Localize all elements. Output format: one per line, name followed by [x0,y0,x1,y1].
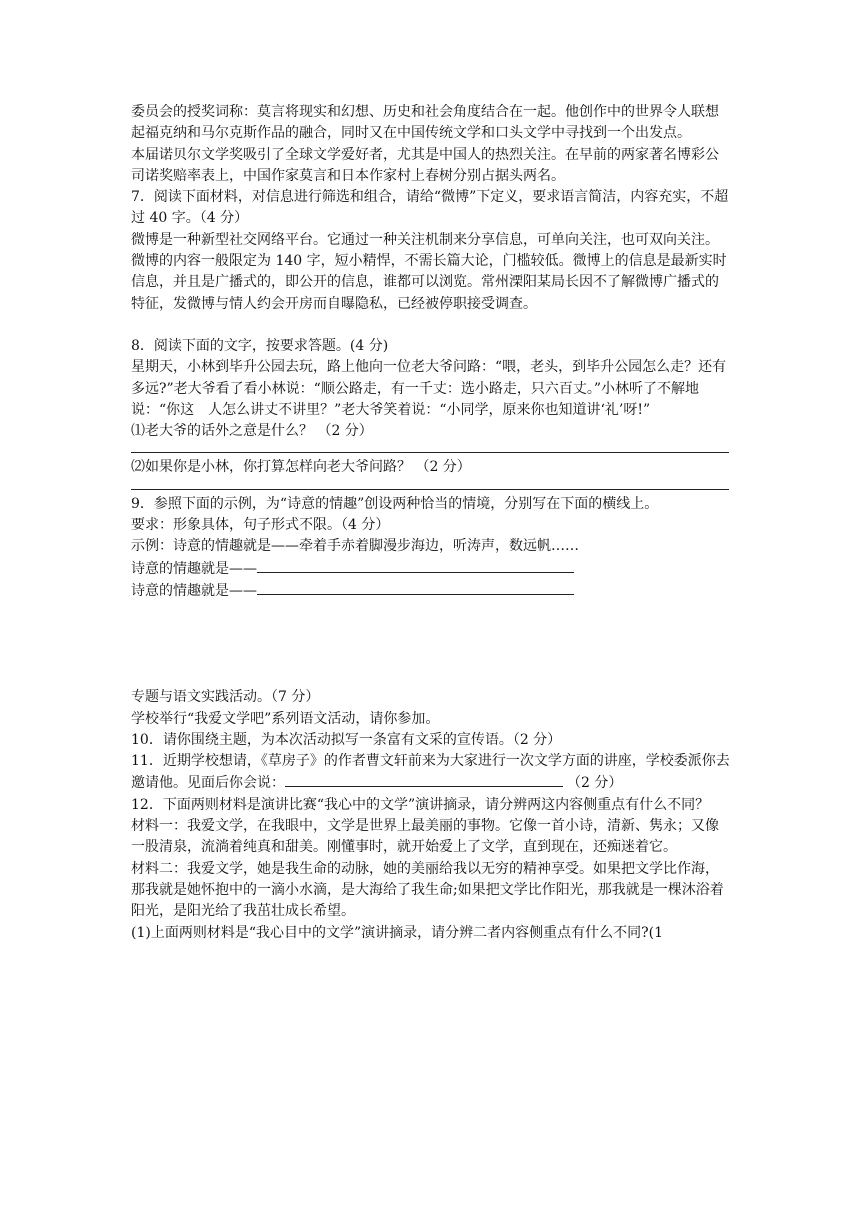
question-12: 12．下面两则材料是演讲比赛“我心中的文学”演讲摘录，请分辨两这内容侧重点有什么不同？ [131,796,710,813]
question-11 [131,751,731,795]
material-2: 材料二：我爱文学，她是我生命的动脉，她的美丽给我以无穷的精神享受。如果把文学比作海，那我就是她怀抱中的一滴小水滴，是大海给了我生命;如果把文学比作阳光，那我就是一棵沐浴着阳光，是阳光给了我茁壮成长希望。 [131,860,724,920]
section-intro: 学校举行“我爱文学吧”系列语文活动，请你参加。 [131,710,440,727]
question-11-text: 11．近期学校想请，《草房子》的作者曹文轩前来为大家进行一次文学方面的讲座，学校委派你去邀请他。见面后你会说： [131,753,730,792]
question-8-story: 星期天，小林到毕升公园去玩，路上他向一位老大爷问路：“喂，老头，到毕升公园怎么走？还有多远?”老大爷看了看小林说：“顺公路走，有一千丈：选小路走，只六百丈。”小林听了不解地说：“你这 人怎么讲丈不讲里？”老大爷笑着说：“小同学，原来你也知道讲‘礼’呀!” [131,359,727,418]
question-9-prompt: 9．参照下面的示例，为“诗意的情趣”创设两种恰当的情境，分别写在下面的横线上。 [131,495,659,512]
question-9-requirement: 要求：形象具体，句子形式不限。（4 分） [131,517,390,534]
answer-line[interactable] [131,442,729,453]
nobel-attention-paragraph: 本届诺贝尔文学奖吸引了全球文学爱好者，尤其是中国人的热烈关注。在早前的两家著名博彩公司诺奖赔率表上，中国作家莫言和日本作家村上春树分别占据头两名。 [131,146,719,184]
section-heading: 专题与语文实践活动。（7 分） [131,689,320,706]
answer-line[interactable] [131,479,729,490]
question-9-example: 示例：诗意的情趣就是——牵着手赤着脚漫步海边，听涛声，数远帆…… [131,538,579,555]
blank-label: 诗意的情趣就是—— [131,582,257,599]
question-7-material: 微博是一种新型社交网络平台。它通过一种关注机制来分享信息，可单向关注，也可双向关注。微博的内容一般限定为 140 字，短小精悍，不需长篇大论，门槛较低。微博上的信息是最新实时信息，并且是广播式的，即公开的信息，谁都可以浏览。常州溧阳某局长因不了解微博广播式的特征，发微博与情人约会开房而自曝隐私，已经被停职接受调查。 [131,231,727,312]
question-12-sub1: (1)上面两则材料是“我心目中的文学”演讲摘录，请分辨二者内容侧重点有什么不同?(1 [131,924,664,941]
fill-in-blank[interactable] [257,558,574,573]
question-10: 10．请你围绕主题，为本次活动拟写一条富有文采的宣传语。（2 分） [131,731,562,748]
spacer [131,602,731,687]
spacer [131,315,731,336]
question-8-sub1: ⑴老大爷的话外之意是什么？ （2 分） [131,423,373,440]
question-7-prompt: 7．阅读下面材料，对信息进行筛选和组合，请给“微博”下定义，要求语言简洁，内容充实，不超过 40 字。（4 分） [131,189,729,227]
material-1: 材料一：我爱文学，在我眼中，文学是世界上最美丽的事物。它像一首小诗，清新、隽永；又像一股清泉，流淌着纯真和甜美。刚懂事时，就开始爱上了文学，直到现在，还痴迷着它。 [131,818,719,856]
award-citation-paragraph: 委员会的授奖词称：莫言将现实和幻想、历史和社会角度结合在一起。他创作中的世界令人联想起福克纳和马尔克斯作品的融合，同时又在中国传统文学和口头文学中寻找到一个出发点。 [131,104,719,142]
question-9-blank-2 [131,580,731,602]
question-8-prompt: 8．阅读下面的文字，按要求答题。(4 分) [131,337,389,354]
document-page [131,102,731,944]
fill-in-blank[interactable] [257,580,574,595]
blank-label: 诗意的情趣就是—— [131,560,257,577]
question-11-score: （2 分） [567,775,623,792]
fill-in-blank[interactable] [285,772,563,787]
question-8-sub2: ⑵如果你是小林，你打算怎样向老大爷问路？ （2 分） [131,459,471,476]
question-9-blank-1 [131,558,731,580]
